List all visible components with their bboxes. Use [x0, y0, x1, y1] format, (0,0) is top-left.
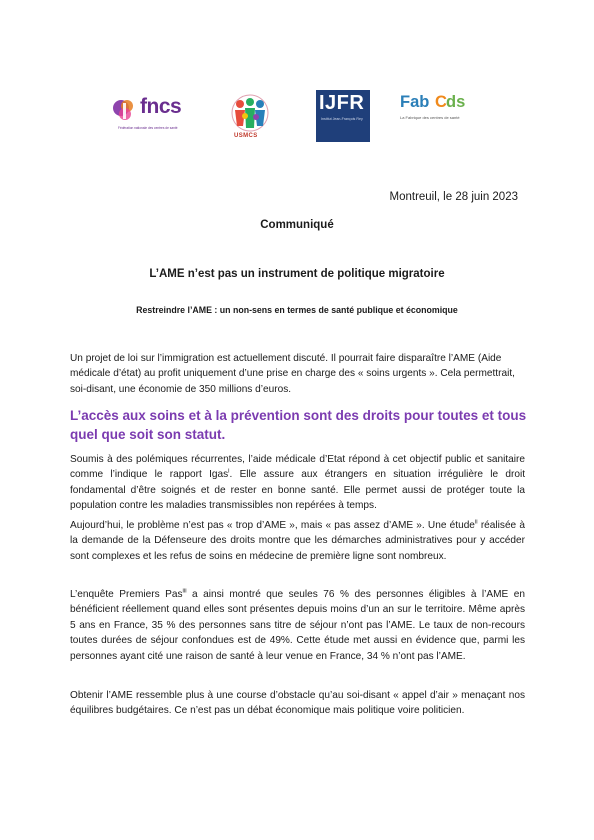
fabcds-logo	[400, 93, 480, 129]
fabcds-logo-text-ds: ds	[446, 93, 466, 111]
footnote-ref[interactable]: iii	[182, 588, 187, 595]
paragraph-defenseure	[70, 518, 525, 564]
paragraph-premiers-pas-text-cont: a ainsi montré que seules 76 % des personnes éligibles à l’AME en bénéficient réellement quand elles sont présentes depuis moins d’un an sur le territoire. Même après 5 ans en France, 35 % des personnes sans titre de séjour n’ont pas l’AME. Le taux de non-recours toutes durées de séjour confondues est de 49%. Cette étude met aussi en évidence que, parmi les personnes ayant cité une raison de santé à leur venue en France, 34 % n’ont pas l’AME.	[70, 589, 526, 662]
ijfr-logo-text: IJFR	[319, 92, 365, 114]
fncs-tagline: Fédération nationale des centres de santé	[118, 126, 178, 130]
usmcs-logo-text: USMCS	[234, 133, 258, 139]
document-date: Montreuil, le 28 juin 2023	[389, 191, 518, 203]
paragraph-igas-text-cont: . Elle assure aux étrangers en situation irrégulière le droit fondamental d’être soignés et de rester en bonne santé. Elle permet aussi de protéger toute la population contre les maladies transmissibles non repérées à temps.	[70, 469, 526, 512]
document-type-label: Communiqué	[260, 219, 334, 231]
paragraph-conclusion: Obtenir l’AME ressemble plus à une course d’obstacle qu’au soi-disant « appel d’air » menaçant nos équilibres budgétaires. Ce n’est pas un débat économique mais politique voire politicien.	[70, 690, 525, 717]
footnote-ref[interactable]: i	[228, 469, 230, 476]
paragraph-igas-text: Soumis à des polémiques récurrentes, l’aide médicale d’Etat répond à cet objectif public et sanitaire comme l’indique le rapport Igas	[70, 454, 525, 481]
paragraph-igas	[70, 452, 525, 514]
document-title: L’AME n’est pas un instrument de politique migratoire	[149, 268, 445, 280]
usmcs-people-icon	[225, 92, 275, 134]
fabcds-logo-text-c: C	[435, 93, 447, 111]
fncs-logo-mark-icon	[112, 97, 138, 123]
fabcds-tagline: La Fabrique des centres de santé	[400, 115, 460, 120]
paragraph-premiers-pas-text: L’enquête Premiers Pas	[70, 589, 183, 600]
fabcds-logo-text-fab: Fab	[400, 93, 430, 111]
ijfr-logo-subtitle: Institut Jean-François Rey	[321, 117, 363, 121]
paragraph-intro: Un projet de loi sur l’immigration est actuellement discuté. Il pourrait faire disparaître l’AME (Aide médicale d’état) au profit uniquement d’une prise en charge des « soins urgents ». Cela permettrait, soi-disant, une économie de 350 millions d’euros.	[70, 353, 515, 395]
ijfr-logo	[316, 90, 370, 142]
document-subtitle: Restreindre l’AME : un non-sens en termes de santé publique et économique	[136, 305, 458, 315]
fncs-logo	[110, 95, 202, 135]
footnote-ref[interactable]: ii	[474, 519, 478, 526]
usmcs-logo	[225, 92, 275, 144]
paragraph-defenseure-text-cont: réalisée à la demande de la Défenseure des droits montre que les démarches administratives pour y accéder sont complexes et les refus de soins en médecine de première ligne sont nombreux.	[70, 520, 526, 562]
paragraph-defenseure-text: Aujourd’hui, le problème n’est pas « trop d’AME », mais « pas assez d’AME ». Une étude	[70, 520, 475, 531]
fncs-logo-text: fncs	[140, 95, 182, 118]
section-heading: L’accès aux soins et à la prévention sont des droits pour toutes et tous quel que soit son statut.	[70, 408, 527, 442]
paragraph-premiers-pas	[70, 587, 525, 664]
